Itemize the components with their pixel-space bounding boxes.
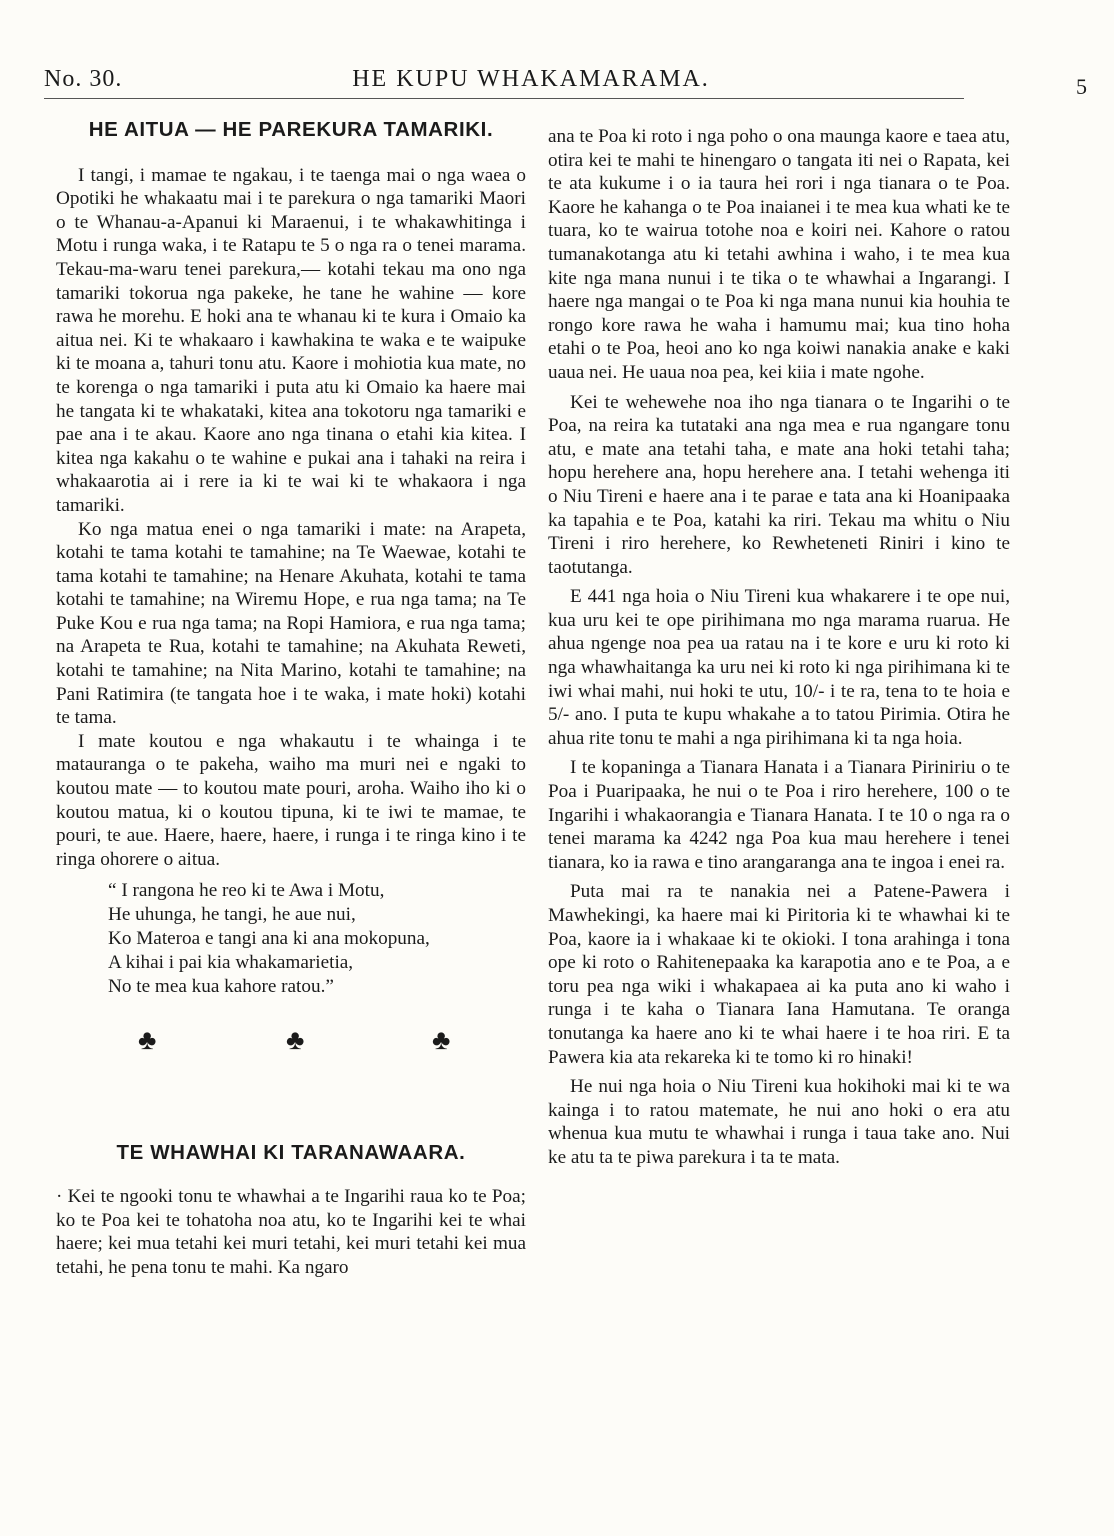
paragraph: I mate koutou e nga whakautu i te whainga i te matauranga o te pakeha, waiho ma muri nei e ngaki to koutou mate — to koutou mate pouri, aroha. Waiho iho ki o koutou matua, ki o koutou tipuna, ki te iwi te mamae, te pouri, te aue. Haere, haere, haere, i runga i te ringa kino i te ringa ohorere o aitua. [56,730,526,870]
paragraph: Kei te wehewehe noa iho nga tianara o te Ingarihi o te Poa, na reira ka tutataki ana nga mea e rua ngangare tonu atu, e mate ana tetahi taha, e mate ana hoki tetahi taha; hopu herehere ana, hopu herehere ana. I tetahi wehenga iti o Niu Tireni e haere ana i te parae e tata ana ki Hoanipaaka ka tapahia e te Poa, katahi ka riri. Tekau ma whitu o Niu Tireni i riro herehere, ko Rewheteneti Riniri i kino te taotutanga. [548,391,1010,578]
paragraph: I tangi, i mamae te ngakau, i te taenga mai o nga waea o Opotiki he whakaatu mai i te parekura o nga tamariki Maori o te Whanau-a-Apanui ki Maraenui, i te whakawhitinga i Motu i runga waka, i te Ratapu te 5 o nga ra o tenei marama. Tekau-ma-waru tenei parekura,— kotahi tekau ma ono nga tamariki tokorua nga pakeke, he tane he wahine — kore rawa he morehu. E hoki ana te whanau ki te kura i Omaio ka aitua nei. Ki te whakaaro i kawhakina te waka e te waipuke ki te moana a, tahuri tonu atu. Kaore i mohiotia kua mate, no te korenga o nga tamariki i puta atu ki Omaio ka haere mai he tangata ki te whakataki, kitea ana tokotoru nga tamariki e pae ana i te akau. Kaore ano nga tinana o etahi kia kitea. I kitea nga kakahu o te wahine e pukai ana i tahaki na reira i whakaarotia ai i rere ia ki te wai ki te whakaora i nga tamariki. [56,164,526,516]
poem-line: A kihai i pai kia whakamarietia, [108,952,354,974]
club-ornament-icon: ♣ [286,1025,305,1057]
poem-line: Ko Materoa e tangi ana ki ana mokopuna, [108,928,430,950]
poem [108,879,526,999]
issue-number: No. 30. [44,66,123,92]
paragraph: He nui nga hoia o Niu Tireni kua hokihoki mai ki te wa kainga i to ratou matemate, he nui ano hoki o era atu whenua kua mutu te whawhai i runga i taua take ano. Nui ke atu ta te piwa parekura i ta te mata. [548,1076,1010,1168]
page-number: 5 [1076,74,1088,99]
right-column [548,125,1010,1170]
publication-title: HE KUPU WHAKAMARAMA. [352,66,710,92]
header-rule [44,98,964,99]
poem-line: “ I rangona he reo ki te Awa i Motu, [108,880,385,902]
paragraph: E 441 nga hoia o Niu Tireni kua whakarere i te ope nui, kua uru kei te ope pirihimana mo nga marama ruarua. He ahua ngenge noa pea ua ratau na i te kore e uru ki roto ki nga whawhaitanga ka uru nei ki roto ki nga pirihimana ki te iwi whai mahi, nui hoki te utu, 10/- i te ra, tena to te hoia e 5/- ano. I puta te kupu whakahe a to tatou Pirimia. Otira he ahua rite tonu te mahi a nga pirihimana ki ta nga hoia. [548,586,1010,749]
club-ornament-icon: ♣ [432,1025,451,1057]
article-title-aitua: HE AITUA — HE PAREKURA TAMARIKI. [88,118,494,141]
paragraph: · Kei te ngooki tonu te whawhai a te Ingarihi raua ko te Poa; ko te Poa kei te tohatoha noa atu, ko te Ingarihi kei te whai haere; kei mua tetahi kei muri tetahi, kei muri tetahi kei mua tetahi, he pena tonu te mahi. Ka ngaro [56,1186,526,1278]
paragraph: ana te Poa ki roto i nga poho o ona maunga kaore e taea atu, otira kei te mahi te hinengaro o tangata iti nei o Rapata, kei te ata kukume i o ia taura hei rori i nga tianara o te Poa. Kaore he kahanga o te Poa inaianei i te mea kua whati ke te tuara, ko te wairua totohe noa e koiri nei. Kahore o ratou tumanakotanga atu ki tetahi awhina i waho, i te mea kua kite nga mana nunui i te tika o te whawhai a Ingarangi. I haere nga mangai o te Poa ki nga mana nunui kia houhia te rongo kore rawa he waha i hamumu mai; kua tino hoha etahi o te Poa, heoi ano ko nga koiwi nanakia anake e kaki uaua nei. He uaua noa pea, kei kiia i mate ngohe. [548,126,1010,383]
paragraph: I te kopaninga a Tianara Hanata i a Tianara Piriniriu o te Poa i Puaripaaka, he nui o te Poa i riro herehere, 100 o te Ingarihi i whakaorangia e Tianara Hanata. I te 10 o nga ra o tenei marama ka 4242 nga Poa kua mau herehere i tenei tianara, ko ia rawa e tino arangaranga ana te ingoa i enei ra. [548,757,1010,873]
left-column [56,118,526,1279]
masthead [44,66,1088,102]
club-ornament-icon: ♣ [138,1025,157,1057]
article-title-whawhai: TE WHAWHAI KI TARANAWAARA. [116,1141,466,1165]
ornament-row [56,1019,526,1079]
poem-line: No te mea kua kahore ratou.” [108,976,334,998]
paragraph: Puta mai ra te nanakia nei a Patene-Pawera i Mawhekingi, ka haere mai ki Piritoria ki te whawhai ki te Poa, kaore ia i whakaae ki te okioki. I tona arahinga i tona ope ki roto o Rahitenepaaka ka karapotia ano e te Poa, a e toru pea nga wiki i whakapaea ai ka puta ano ki waho i runga i te kaha o Tianara Iana Hamutana. Te oranga tonutanga ka haere ano ki te whai haere i te hoa riri. E ta Pawera kia ata rekareka ki te tomo ki ro hinaki! [548,881,1010,1068]
poem-line: He uhunga, he tangi, he aue nui, [108,904,356,926]
paragraph: Ko nga matua enei o nga tamariki i mate: na Arapeta, kotahi te tama kotahi te tamahine; na Te Waewae, kotahi te tama kotahi te tamahine; na Henare Akuhata, kotahi te tama kotahi te tamahine; na Wiremu Hope, e rua nga tama; na Te Puke Kou e rua nga tama; na Ropi Hamiora, e rua nga tama; na Arapeta te Rua, kotahi te tamahine; na Akuhata Reweti, kotahi te tamahine; na Nita Marino, kotahi te tamahine; na Pani Ratimira (te tangata hoe i te waka, i mate hoki) kotahi te tama. [56,518,526,729]
